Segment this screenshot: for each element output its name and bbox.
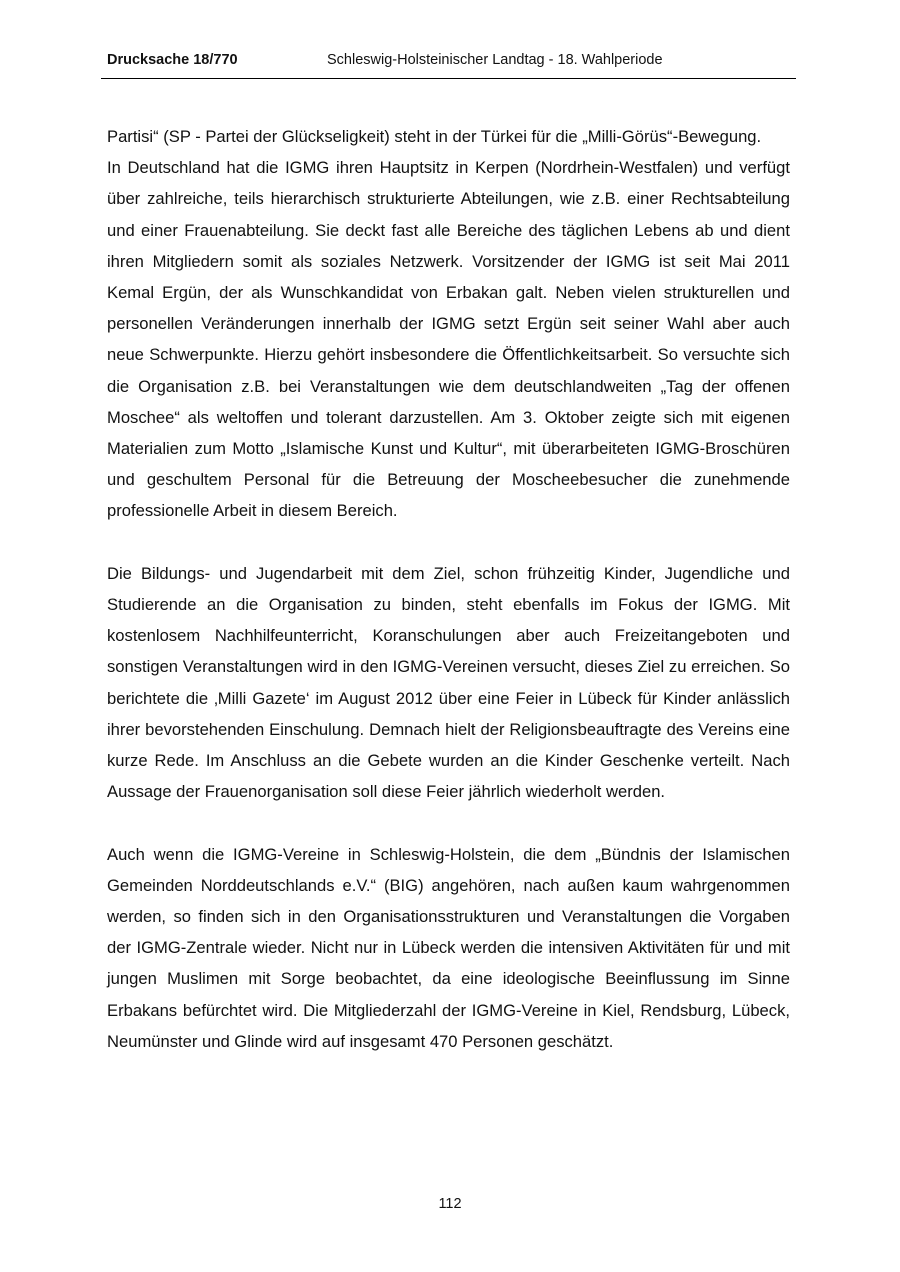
document-number: Drucksache 18/770	[107, 52, 238, 68]
page-header	[101, 52, 796, 79]
document-body	[107, 121, 790, 1057]
paragraph-igmg-organisation: In Deutschland hat die IGMG ihren Hauptsitz in Kerpen (Nordrhein-Westfalen) und verfügt über zahlreiche, teils hierarchisch strukturierte Abteilungen, wie z.B. einer Rechtsabteilung und einer Frauenabteilung. Sie deckt fast alle Bereiche des täglichen Lebens ab und dient ihren Mitgliedern somit als soziales Netzwerk. Vorsitzender der IGMG ist seit Mai 2011 Kemal Ergün, der als Wunschkandidat von Erbakan galt. Neben vielen strukturellen und personellen Veränderungen innerhalb der IGMG setzt Ergün seit seiner Wahl aber auch neue Schwerpunkte. Hierzu gehört insbesondere die Öffentlichkeitsarbeit. So versuchte sich die Organisation z.B. bei Veranstaltungen wie dem deutschlandweiten „Tag der offenen Moschee“ als weltoffen und tolerant darzustellen. Am 3. Oktober zeigte sich mit eigenen Materialien zum Motto „Islamische Kunst und Kultur“, mit überarbeiteten IGMG-Broschüren und geschultem Personal für die Betreuung der Moscheebesucher die zunehmende professionelle Arbeit in diesem Bereich.	[107, 158, 790, 521]
page-number: 112	[438, 1196, 462, 1212]
paragraph-continuation: Partisi“ (SP - Partei der Glückseligkeit) steht in der Türkei für die „Milli-Görüs“-Bewegung.	[107, 127, 762, 146]
paragraph-schleswig-holstein: Auch wenn die IGMG-Vereine in Schleswig-Holstein, die dem „Bündnis der Islamischen Gemeinden Norddeutschlands e.V.“ (BIG) angehören, nach außen kaum wahrgenommen werden, so finden sich in den Organisationsstrukturen und Veranstaltungen die Vorgaben der IGMG-Zentrale wieder. Nicht nur in Lübeck werden die intensiven Aktivitäten für und mit jungen Muslimen mit Sorge beobachtet, da eine ideologische Beeinflussung im Sinne Erbakans befürchtet wird. Die Mitgliederzahl der IGMG-Vereine in Kiel, Rendsburg, Lübeck, Neumünster und Glinde wird auf insgesamt 470 Personen geschätzt.	[107, 844, 790, 1051]
document-source: Schleswig-Holsteinischer Landtag - 18. Wahlperiode	[327, 52, 663, 68]
paragraph-youth-work: Die Bildungs- und Jugendarbeit mit dem Ziel, schon frühzeitig Kinder, Jugendliche und Studierende an die Organisation zu binden, steht ebenfalls im Fokus der IGMG. Mit kostenlosem Nachhilfeunterricht, Koranschulungen aber auch Freizeitangeboten und sonstigen Veranstaltungen wird in den IGMG-Vereinen versucht, dieses Ziel zu erreichen. So berichtete die ‚Milli Gazete‘ im August 2012 über eine Feier in Lübeck für Kinder anlässlich ihrer bevorstehenden Einschulung. Demnach hielt der Religionsbeauftragte des Vereins eine kurze Rede. Im Anschluss an die Gebete wurden an die Kinder Geschenke verteilt. Nach Aussage der Frauenorganisation soll diese Feier jährlich wiederholt werden.	[107, 563, 790, 802]
